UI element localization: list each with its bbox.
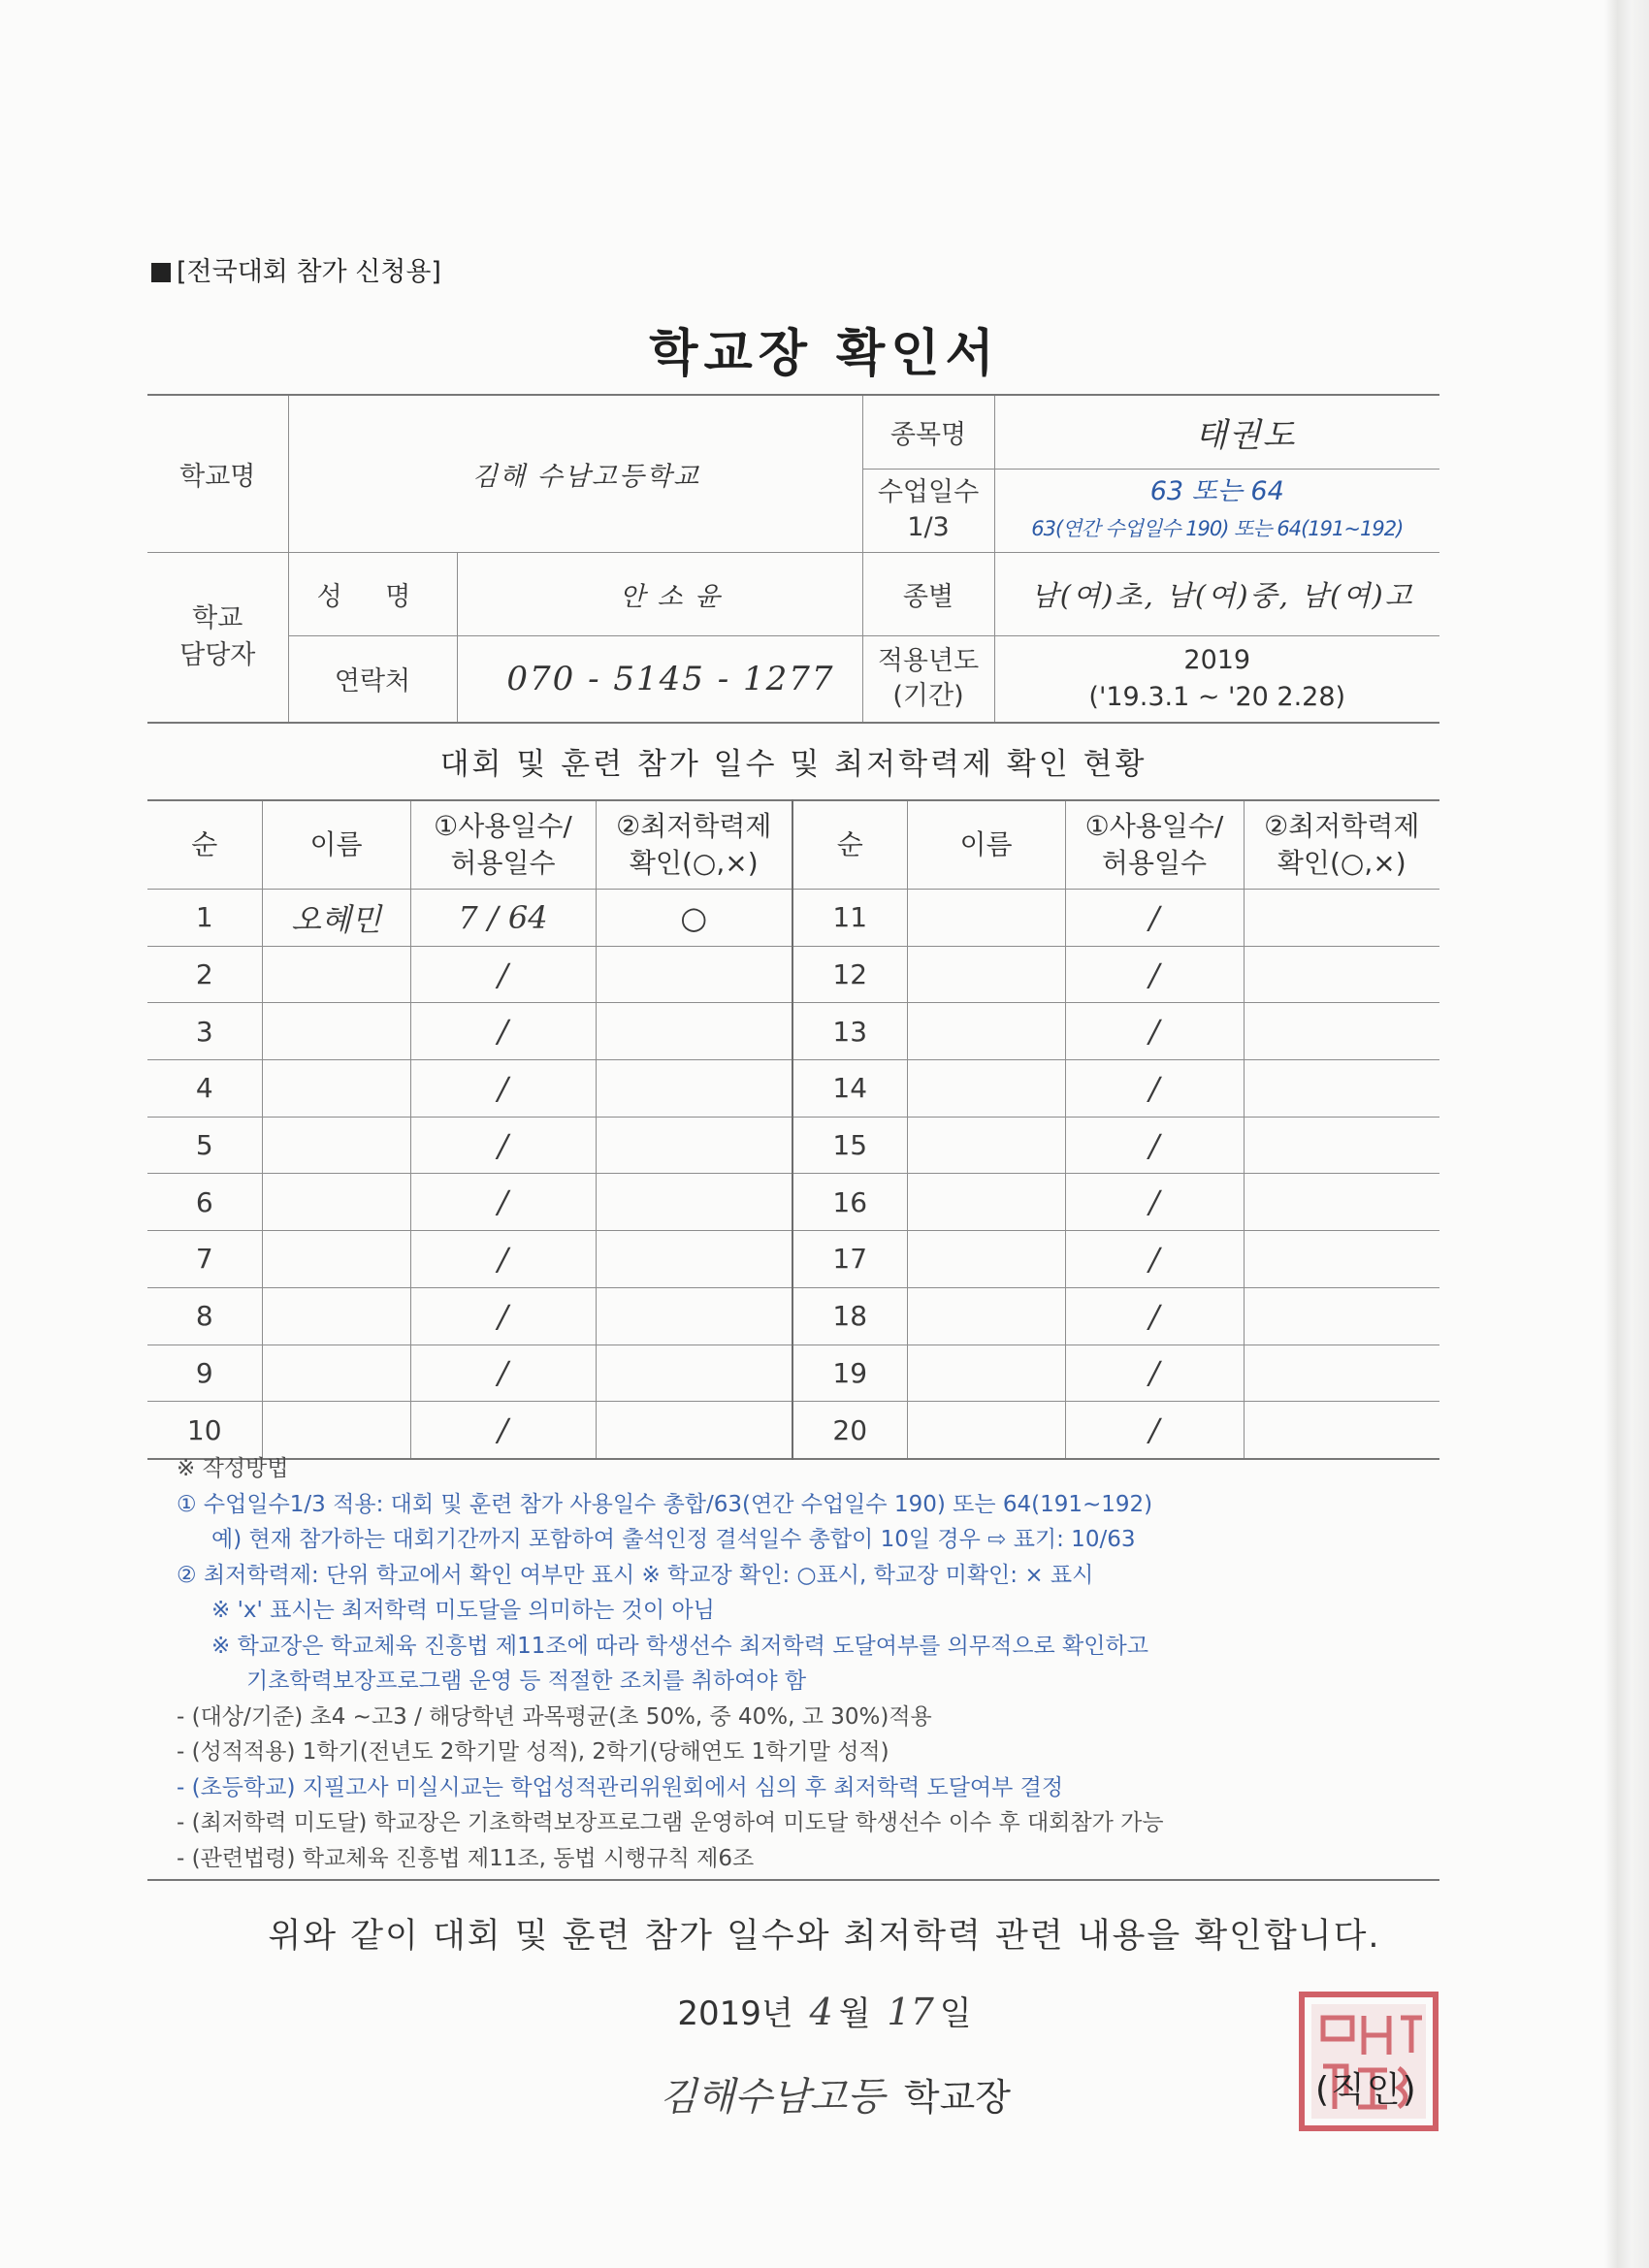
col-header-days-line1: ①사용일수/ xyxy=(434,810,572,842)
class-days-label-line1: 수업일수 xyxy=(877,477,980,507)
row-no-right: 16 xyxy=(792,1174,907,1231)
principal-school: 김해수남고등 xyxy=(660,2075,885,2120)
row-days: / xyxy=(410,1402,596,1459)
row-min: ○ xyxy=(596,890,792,947)
row-days-right: / xyxy=(1065,1231,1244,1288)
sport-label: 종목명 xyxy=(862,395,994,469)
row-days: / xyxy=(410,1231,596,1288)
year-value-line2: ('19.3.1 ~ '20 2.28) xyxy=(1088,681,1346,712)
row-no-right: 18 xyxy=(792,1287,907,1345)
row-days: / xyxy=(410,1060,596,1118)
date-day-unit: 일 xyxy=(939,1994,972,2033)
school-info-section xyxy=(147,394,1439,724)
row-name-right xyxy=(907,1402,1065,1459)
manager-label xyxy=(147,552,288,723)
table-row xyxy=(147,1117,1439,1174)
row-name xyxy=(262,1060,410,1118)
col-header-name-right: 이름 xyxy=(907,800,1065,890)
row-min xyxy=(596,946,792,1003)
row-min-right xyxy=(1244,1231,1439,1288)
year-label-line2: (기간) xyxy=(892,680,964,711)
row-no: 10 xyxy=(147,1402,262,1459)
note-2b: ※ 'x' 표시는 최저학력 미도달을 의미하는 것이 아님 xyxy=(211,1598,715,1623)
participation-table xyxy=(147,799,1439,1460)
row-min xyxy=(596,1060,792,1118)
row-no-right: 17 xyxy=(792,1231,907,1288)
year-value-line1: 2019 xyxy=(1183,644,1251,675)
instructions xyxy=(177,1451,1457,1876)
date-year: 2019년 xyxy=(677,1994,793,2033)
note-1a: ① 수업일수1/3 적용: 대회 및 훈련 참가 사용일수 총합/63(연간 수업일수 190) 또는 64(191~192) xyxy=(177,1491,1153,1517)
row-no-right: 14 xyxy=(792,1060,907,1118)
note-2c: ※ 학교장은 학교체육 진흥법 제11조에 따라 학생선수 최저학력 도달여부를 의무적으로 확인하고 xyxy=(211,1633,1148,1659)
row-no: 7 xyxy=(147,1231,262,1288)
row-no-right: 12 xyxy=(792,946,907,1003)
person-name-label: 성 명 xyxy=(288,552,457,635)
row-name-right xyxy=(907,1174,1065,1231)
row-min-right xyxy=(1244,1287,1439,1345)
manager-label-line2: 담당자 xyxy=(179,639,256,670)
row-name-right xyxy=(907,1117,1065,1174)
detail-4: - (최저학력 미도달) 학교장은 기초학력보장프로그램 운영하여 미도달 학생선수 이수 후 대회참가 가능 xyxy=(177,1810,1164,1835)
row-no-right: 19 xyxy=(792,1345,907,1402)
row-min xyxy=(596,1003,792,1060)
table-row xyxy=(147,946,1439,1003)
class-days-value-line2: 63(연간 수업일수 190) 또는 64(191~192) xyxy=(1031,517,1404,540)
col-header-min-right xyxy=(1244,800,1439,890)
row-days-right: / xyxy=(1065,1060,1244,1118)
row-days-right: / xyxy=(1065,1287,1244,1345)
row-no: 2 xyxy=(147,946,262,1003)
col-header-min-right-line2: 확인(○,×) xyxy=(1277,847,1406,879)
note-2d: 기초학력보장프로그램 운영 등 적절한 조치를 취하여야 함 xyxy=(246,1669,807,1694)
row-no: 8 xyxy=(147,1287,262,1345)
class-days-value-line1: 63 또는 64 xyxy=(1149,476,1284,506)
row-days-right: / xyxy=(1065,1117,1244,1174)
school-label: 학교명 xyxy=(147,395,288,552)
table-header-row xyxy=(147,800,1439,890)
confirmation-statement: 위와 같이 대회 및 훈련 참가 일수와 최저학력 관련 내용을 확인합니다. xyxy=(268,1917,1381,1956)
row-name xyxy=(262,1174,410,1231)
row-days: 7 / 64 xyxy=(410,890,596,947)
section-subtitle: 대회 및 훈련 참가 일수 및 최저학력제 확인 현황 xyxy=(439,747,1148,782)
table-row xyxy=(147,1402,1439,1459)
col-header-min-line1: ②최저학력제 xyxy=(616,810,772,842)
date-month-unit: 월 xyxy=(838,1994,871,2033)
row-name-right xyxy=(907,1231,1065,1288)
col-header-min-line2: 확인(○,×) xyxy=(629,847,759,879)
official-seal-icon xyxy=(1296,1989,1441,2134)
detail-2: - (성적적용) 1학기(전년도 2학기말 성적), 2학기(당해연도 1학기말 성적) xyxy=(177,1739,889,1765)
row-days: / xyxy=(410,1003,596,1060)
row-no-right: 13 xyxy=(792,1003,907,1060)
note-1b: 예) 현재 참가하는 대회기간까지 포함하여 출석인정 결석일수 총합이 10일 경우 ⇨ 표기: 10/63 xyxy=(211,1527,1136,1552)
participation-table-body xyxy=(147,890,1439,1459)
row-no: 3 xyxy=(147,1003,262,1060)
detail-5: - (관련법령) 학교체육 진흥법 제11조, 동법 시행규칙 제6조 xyxy=(177,1845,755,1871)
note-2a: ② 최저학력제: 단위 학교에서 확인 여부만 표시 ※ 학교장 확인: ○표시, 학교장 미확인: × 표시 xyxy=(177,1562,1094,1588)
col-header-days xyxy=(410,800,596,890)
row-min-right xyxy=(1244,1345,1439,1402)
col-header-min xyxy=(596,800,792,890)
col-header-min-right-line1: ②최저학력제 xyxy=(1264,810,1420,842)
date-month: 4 xyxy=(809,1991,833,2033)
header-note-text: [전국대회 참가 신청용] xyxy=(177,257,441,287)
seal-label: (직인) xyxy=(1315,2070,1418,2110)
row-name-right xyxy=(907,946,1065,1003)
row-name: 오혜민 xyxy=(262,890,410,947)
notes-divider xyxy=(147,1879,1439,1881)
page-title: 학교장 확인서 xyxy=(649,325,1000,383)
row-days-right: / xyxy=(1065,1345,1244,1402)
row-min-right xyxy=(1244,946,1439,1003)
row-min-right xyxy=(1244,1402,1439,1459)
row-min xyxy=(596,1174,792,1231)
notes-heading: ※ 작성방법 xyxy=(177,1456,289,1481)
school-value: 김해 수남고등학교 xyxy=(288,395,862,552)
contact-label: 연락처 xyxy=(288,635,457,723)
row-name xyxy=(262,1117,410,1174)
col-header-days-right-line1: ①사용일수/ xyxy=(1084,810,1224,842)
table-row xyxy=(147,1231,1439,1288)
row-min-right xyxy=(1244,1117,1439,1174)
year-label xyxy=(862,635,994,723)
manager-label-line1: 학교 xyxy=(192,602,243,633)
row-name-right xyxy=(907,1345,1065,1402)
row-min xyxy=(596,1117,792,1174)
col-header-days-line2: 허용일수 xyxy=(450,847,556,879)
row-name xyxy=(262,1003,410,1060)
col-header-no: 순 xyxy=(147,800,262,890)
class-days-label xyxy=(862,469,994,552)
detail-3: - (초등학교) 지필고사 미실시교는 학업성적관리위원회에서 심의 후 최저학력 도달여부 결정 xyxy=(177,1774,1064,1800)
table-row xyxy=(147,1287,1439,1345)
row-days-right: / xyxy=(1065,1003,1244,1060)
row-name xyxy=(262,946,410,1003)
contact-value: 070 - 5145 - 1277 xyxy=(457,635,862,723)
col-header-name: 이름 xyxy=(262,800,410,890)
table-row xyxy=(147,1345,1439,1402)
row-min-right xyxy=(1244,890,1439,947)
row-days-right: / xyxy=(1065,946,1244,1003)
row-no-right: 11 xyxy=(792,890,907,947)
col-header-no-right: 순 xyxy=(792,800,907,890)
table-row xyxy=(147,1174,1439,1231)
row-days: / xyxy=(410,946,596,1003)
row-min-right xyxy=(1244,1060,1439,1118)
table-row xyxy=(147,1060,1439,1118)
row-no: 4 xyxy=(147,1060,262,1118)
class-days-label-line2: 1/3 xyxy=(907,512,950,542)
row-no: 6 xyxy=(147,1174,262,1231)
row-name xyxy=(262,1402,410,1459)
row-days-right: / xyxy=(1065,1174,1244,1231)
principal-signature xyxy=(660,2066,1011,2122)
row-min xyxy=(596,1402,792,1459)
row-name xyxy=(262,1231,410,1288)
gender-label: 종별 xyxy=(862,552,994,635)
row-days: / xyxy=(410,1117,596,1174)
col-header-days-right-line2: 허용일수 xyxy=(1101,847,1208,879)
table-row xyxy=(147,1003,1439,1060)
row-min-right xyxy=(1244,1174,1439,1231)
row-days: / xyxy=(410,1345,596,1402)
row-name xyxy=(262,1287,410,1345)
row-min xyxy=(596,1231,792,1288)
application-type-note xyxy=(151,250,441,288)
row-min-right xyxy=(1244,1003,1439,1060)
col-header-days-right xyxy=(1065,800,1244,890)
row-days-right: / xyxy=(1065,890,1244,947)
row-no-right: 20 xyxy=(792,1402,907,1459)
detail-1: - (대상/기준) 초4 ~고3 / 해당학년 과목평균(초 50%, 중 40%, 고 30%)적용 xyxy=(177,1703,932,1730)
row-name xyxy=(262,1345,410,1402)
principal-title: 학교장 xyxy=(903,2076,1011,2119)
year-label-line1: 적용년도 xyxy=(877,645,980,676)
row-no: 5 xyxy=(147,1117,262,1174)
row-name-right xyxy=(907,890,1065,947)
row-name-right xyxy=(907,1003,1065,1060)
row-days: / xyxy=(410,1287,596,1345)
school-info-table xyxy=(147,394,1439,724)
class-days-value xyxy=(994,469,1439,552)
row-name-right xyxy=(907,1060,1065,1118)
gender-value: 남(여)초, 남(여)중, 남(여)고 xyxy=(994,552,1439,635)
row-no: 1 xyxy=(147,890,262,947)
square-bullet-icon xyxy=(151,263,171,282)
date-day: 17 xyxy=(887,1991,934,2033)
person-name-value: 안 소 윤 xyxy=(457,552,862,635)
row-days-right: / xyxy=(1065,1402,1244,1459)
participation-section xyxy=(147,799,1439,1460)
table-row xyxy=(147,890,1439,947)
row-no-right: 15 xyxy=(792,1117,907,1174)
year-value xyxy=(994,635,1439,723)
row-no: 9 xyxy=(147,1345,262,1402)
row-days: / xyxy=(410,1174,596,1231)
sport-value: 태권도 xyxy=(994,395,1439,469)
row-min xyxy=(596,1345,792,1402)
row-name-right xyxy=(907,1287,1065,1345)
row-min xyxy=(596,1287,792,1345)
